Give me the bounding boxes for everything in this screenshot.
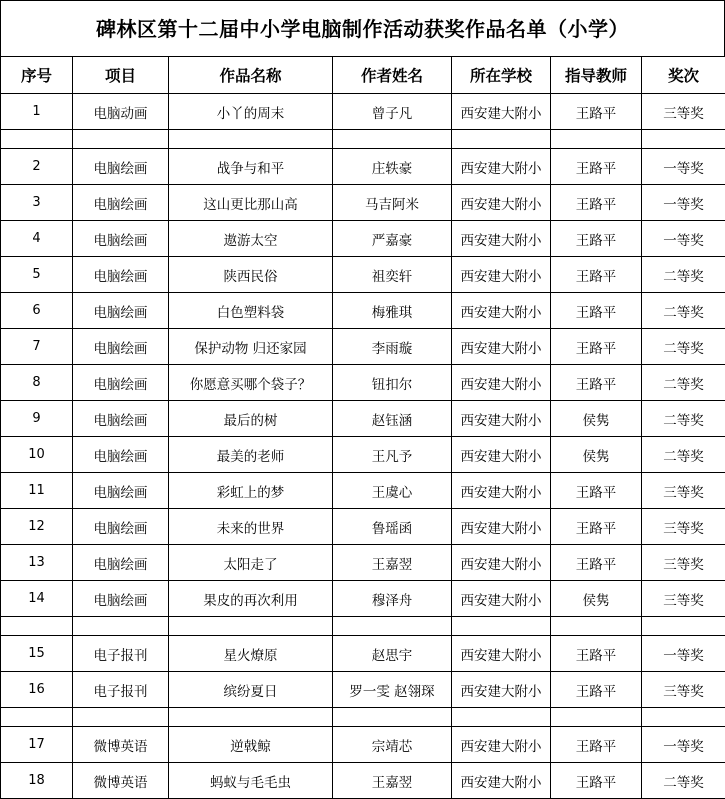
table-row — [1, 473, 725, 509]
cell-award: 一等奖 — [642, 221, 725, 257]
cell-project: 电脑绘画 — [73, 257, 169, 293]
cell-author: 罗一雯 赵翎琛 — [333, 672, 452, 708]
cell-school: 西安建大附小 — [452, 636, 551, 672]
cell-work-title: 最后的树 — [169, 401, 333, 437]
cell-school: 西安建大附小 — [452, 185, 551, 221]
cell-project: 电脑绘画 — [73, 437, 169, 473]
cell-project: 电脑绘画 — [73, 149, 169, 185]
cell-school: 西安建大附小 — [452, 672, 551, 708]
cell-work-title: 彩虹上的梦 — [169, 473, 333, 509]
cell-work-title: 蚂蚁与毛毛虫 — [169, 763, 333, 799]
cell-award: 三等奖 — [642, 473, 725, 509]
cell-index: 9 — [1, 401, 73, 437]
cell-author: 曾子凡 — [333, 94, 452, 130]
cell-teacher: 侯隽 — [551, 581, 642, 617]
cell-project: 电脑动画 — [73, 94, 169, 130]
cell-index: 16 — [1, 672, 73, 708]
cell-teacher: 王路平 — [551, 257, 642, 293]
cell-work-title: 小丫的周末 — [169, 94, 333, 130]
cell-school: 西安建大附小 — [452, 727, 551, 763]
cell-school: 西安建大附小 — [452, 509, 551, 545]
page-title: 碑林区第十二届中小学电脑制作活动获奖作品名单（小学） — [0, 0, 725, 56]
cell-index: 14 — [1, 581, 73, 617]
table-row — [1, 672, 725, 708]
cell-work-title: 白色塑料袋 — [169, 293, 333, 329]
table-row — [1, 636, 725, 672]
cell-index: 17 — [1, 727, 73, 763]
cell-author: 祖奕轩 — [333, 257, 452, 293]
cell-teacher: 侯隽 — [551, 437, 642, 473]
cell-author: 宗靖芯 — [333, 727, 452, 763]
header-work-title: 作品名称 — [169, 57, 333, 94]
spacer-row — [1, 130, 725, 149]
empty-cell — [642, 708, 725, 727]
cell-school: 西安建大附小 — [452, 293, 551, 329]
cell-work-title: 缤纷夏日 — [169, 672, 333, 708]
header-school: 所在学校 — [452, 57, 551, 94]
cell-teacher: 王路平 — [551, 94, 642, 130]
cell-author: 庄轶豪 — [333, 149, 452, 185]
cell-author: 王嘉翌 — [333, 545, 452, 581]
cell-author: 钮扣尔 — [333, 365, 452, 401]
cell-index: 8 — [1, 365, 73, 401]
empty-cell — [642, 617, 725, 636]
empty-cell — [73, 130, 169, 149]
header-project: 项目 — [73, 57, 169, 94]
cell-author: 赵钰涵 — [333, 401, 452, 437]
header-teacher: 指导教师 — [551, 57, 642, 94]
spacer-row — [1, 708, 725, 727]
cell-author: 严嘉豪 — [333, 221, 452, 257]
table-row — [1, 727, 725, 763]
cell-school: 西安建大附小 — [452, 329, 551, 365]
empty-cell — [551, 708, 642, 727]
cell-school: 西安建大附小 — [452, 257, 551, 293]
cell-author: 梅雅琪 — [333, 293, 452, 329]
empty-cell — [73, 617, 169, 636]
cell-index: 6 — [1, 293, 73, 329]
table-row — [1, 293, 725, 329]
table-row — [1, 365, 725, 401]
empty-cell — [73, 708, 169, 727]
cell-award: 二等奖 — [642, 763, 725, 799]
cell-teacher: 王路平 — [551, 763, 642, 799]
cell-award: 三等奖 — [642, 94, 725, 130]
empty-cell — [169, 130, 333, 149]
cell-project: 微博英语 — [73, 763, 169, 799]
cell-school: 西安建大附小 — [452, 149, 551, 185]
table-row — [1, 149, 725, 185]
cell-index: 18 — [1, 763, 73, 799]
cell-author: 赵思宇 — [333, 636, 452, 672]
cell-index: 7 — [1, 329, 73, 365]
table-row — [1, 581, 725, 617]
cell-award: 三等奖 — [642, 581, 725, 617]
cell-project: 电脑绘画 — [73, 329, 169, 365]
cell-award: 一等奖 — [642, 636, 725, 672]
empty-cell — [333, 130, 452, 149]
cell-project: 电脑绘画 — [73, 185, 169, 221]
cell-index: 12 — [1, 509, 73, 545]
table-row — [1, 257, 725, 293]
cell-project: 电脑绘画 — [73, 221, 169, 257]
cell-index: 10 — [1, 437, 73, 473]
cell-school: 西安建大附小 — [452, 94, 551, 130]
cell-school: 西安建大附小 — [452, 221, 551, 257]
spacer-row — [1, 617, 725, 636]
empty-cell — [1, 617, 73, 636]
empty-cell — [1, 130, 73, 149]
cell-work-title: 战争与和平 — [169, 149, 333, 185]
table-row — [1, 509, 725, 545]
cell-award: 一等奖 — [642, 727, 725, 763]
cell-work-title: 果皮的再次利用 — [169, 581, 333, 617]
cell-award: 三等奖 — [642, 545, 725, 581]
cell-work-title: 最美的老师 — [169, 437, 333, 473]
empty-cell — [642, 130, 725, 149]
cell-index: 1 — [1, 94, 73, 130]
cell-author: 马吉阿米 — [333, 185, 452, 221]
cell-work-title: 遨游太空 — [169, 221, 333, 257]
cell-teacher: 王路平 — [551, 293, 642, 329]
cell-teacher: 王路平 — [551, 329, 642, 365]
cell-teacher: 王路平 — [551, 636, 642, 672]
cell-award: 一等奖 — [642, 149, 725, 185]
header-author: 作者姓名 — [333, 57, 452, 94]
cell-school: 西安建大附小 — [452, 545, 551, 581]
cell-award: 二等奖 — [642, 329, 725, 365]
cell-teacher: 侯隽 — [551, 401, 642, 437]
cell-school: 西安建大附小 — [452, 473, 551, 509]
header-award: 奖次 — [642, 57, 725, 94]
cell-teacher: 王路平 — [551, 221, 642, 257]
cell-project: 电脑绘画 — [73, 509, 169, 545]
cell-award: 三等奖 — [642, 509, 725, 545]
cell-project: 电子报刊 — [73, 672, 169, 708]
award-table — [0, 56, 725, 799]
empty-cell — [452, 617, 551, 636]
empty-cell — [551, 617, 642, 636]
cell-school: 西安建大附小 — [452, 401, 551, 437]
empty-cell — [333, 708, 452, 727]
table-row — [1, 94, 725, 130]
cell-school: 西安建大附小 — [452, 437, 551, 473]
cell-work-title: 这山更比那山高 — [169, 185, 333, 221]
table-row — [1, 437, 725, 473]
header-index: 序号 — [1, 57, 73, 94]
cell-work-title: 陕西民俗 — [169, 257, 333, 293]
cell-award: 二等奖 — [642, 401, 725, 437]
cell-award: 二等奖 — [642, 257, 725, 293]
cell-school: 西安建大附小 — [452, 365, 551, 401]
cell-project: 电脑绘画 — [73, 365, 169, 401]
cell-teacher: 王路平 — [551, 509, 642, 545]
cell-index: 13 — [1, 545, 73, 581]
cell-project: 电脑绘画 — [73, 401, 169, 437]
cell-author: 王凡予 — [333, 437, 452, 473]
cell-author: 王嘉翌 — [333, 763, 452, 799]
empty-cell — [169, 617, 333, 636]
table-row — [1, 763, 725, 799]
empty-cell — [452, 708, 551, 727]
cell-author: 李雨璇 — [333, 329, 452, 365]
cell-index: 2 — [1, 149, 73, 185]
table-row — [1, 185, 725, 221]
cell-project: 电脑绘画 — [73, 545, 169, 581]
cell-work-title: 太阳走了 — [169, 545, 333, 581]
cell-award: 一等奖 — [642, 185, 725, 221]
cell-index: 5 — [1, 257, 73, 293]
table-row — [1, 401, 725, 437]
header-row — [1, 57, 725, 94]
cell-author: 王虞心 — [333, 473, 452, 509]
cell-work-title: 未来的世界 — [169, 509, 333, 545]
cell-teacher: 王路平 — [551, 365, 642, 401]
cell-project: 电脑绘画 — [73, 293, 169, 329]
cell-work-title: 保护动物 归还家园 — [169, 329, 333, 365]
cell-index: 4 — [1, 221, 73, 257]
cell-teacher: 王路平 — [551, 545, 642, 581]
cell-project: 微博英语 — [73, 727, 169, 763]
cell-teacher: 王路平 — [551, 473, 642, 509]
cell-project: 电子报刊 — [73, 636, 169, 672]
table-row — [1, 545, 725, 581]
cell-project: 电脑绘画 — [73, 473, 169, 509]
cell-award: 二等奖 — [642, 437, 725, 473]
cell-teacher: 王路平 — [551, 672, 642, 708]
cell-index: 11 — [1, 473, 73, 509]
cell-work-title: 你愿意买哪个袋子？ — [169, 365, 333, 401]
cell-index: 3 — [1, 185, 73, 221]
table-row — [1, 221, 725, 257]
cell-author: 鲁瑶函 — [333, 509, 452, 545]
cell-teacher: 王路平 — [551, 727, 642, 763]
cell-award: 二等奖 — [642, 365, 725, 401]
cell-index: 15 — [1, 636, 73, 672]
cell-teacher: 王路平 — [551, 185, 642, 221]
cell-school: 西安建大附小 — [452, 763, 551, 799]
cell-award: 三等奖 — [642, 672, 725, 708]
empty-cell — [452, 130, 551, 149]
cell-work-title: 逆戟鲸 — [169, 727, 333, 763]
empty-cell — [1, 708, 73, 727]
cell-project: 电脑绘画 — [73, 581, 169, 617]
cell-school: 西安建大附小 — [452, 581, 551, 617]
empty-cell — [333, 617, 452, 636]
empty-cell — [169, 708, 333, 727]
cell-work-title: 星火燎原 — [169, 636, 333, 672]
cell-teacher: 王路平 — [551, 149, 642, 185]
cell-award: 二等奖 — [642, 293, 725, 329]
cell-author: 穆泽舟 — [333, 581, 452, 617]
empty-cell — [551, 130, 642, 149]
table-row — [1, 329, 725, 365]
